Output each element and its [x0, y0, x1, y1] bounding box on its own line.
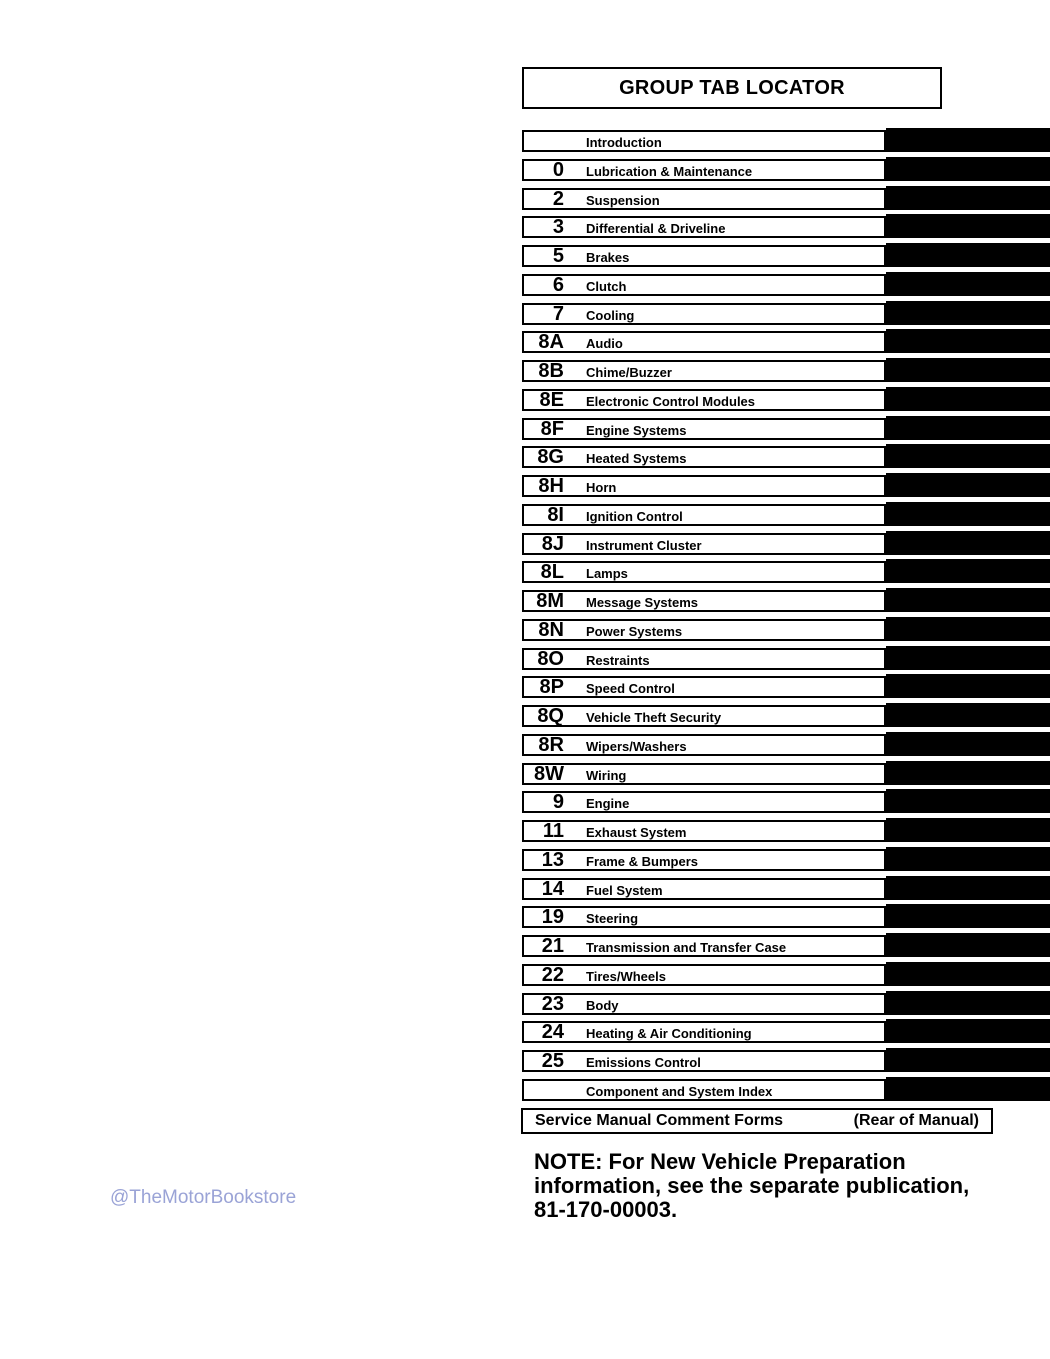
tab-label: Wipers/Washers — [586, 738, 687, 754]
tab-number — [526, 1078, 564, 1102]
tab-cell — [522, 130, 886, 152]
tab-marker-bar — [886, 1077, 1050, 1101]
tab-cell — [522, 389, 886, 411]
group-tab-locator-title: GROUP TAB LOCATOR — [522, 67, 942, 109]
tab-row[interactable] — [522, 130, 1050, 152]
tab-cell — [522, 159, 886, 181]
tab-cell — [522, 446, 886, 468]
tab-row[interactable] — [522, 303, 1050, 325]
tab-label: Heating & Air Conditioning — [586, 1026, 752, 1042]
tab-number: 8N — [538, 618, 564, 641]
tab-row[interactable] — [522, 619, 1050, 641]
tab-row[interactable] — [522, 734, 1050, 756]
tab-row[interactable] — [522, 475, 1050, 497]
tab-number: 8W — [534, 762, 564, 785]
tab-label: Tires/Wheels — [586, 968, 666, 984]
tab-number: 9 — [552, 791, 564, 814]
tab-marker-bar — [886, 962, 1050, 986]
tab-row[interactable] — [522, 791, 1050, 813]
tab-number: 5 — [552, 245, 564, 267]
tab-marker-bar — [886, 789, 1050, 813]
tab-cell — [522, 619, 886, 641]
tab-marker-bar — [886, 876, 1050, 900]
tab-row[interactable] — [522, 705, 1050, 727]
tab-row[interactable] — [522, 159, 1050, 181]
tab-marker-bar — [886, 703, 1050, 727]
tab-row[interactable] — [522, 964, 1050, 986]
tab-number: 21 — [541, 935, 564, 957]
tab-row[interactable] — [522, 389, 1050, 411]
tab-number: 8O — [537, 647, 564, 670]
tab-label: Differential & Driveline — [586, 221, 726, 237]
watermark: @TheMotorBookstore — [110, 1187, 297, 1208]
tab-row[interactable] — [522, 504, 1050, 526]
tab-cell — [522, 245, 886, 267]
tab-cell — [522, 705, 886, 727]
tab-row[interactable] — [522, 1079, 1050, 1101]
tab-marker-bar — [886, 904, 1050, 928]
tab-label: Power Systems — [586, 623, 683, 639]
tab-marker-bar — [886, 416, 1050, 440]
tab-number: 8F — [540, 417, 564, 440]
tab-row[interactable] — [522, 993, 1050, 1015]
tab-cell — [522, 360, 886, 382]
tab-cell — [522, 791, 886, 813]
tab-label: Introduction — [586, 135, 662, 150]
tab-number: 13 — [541, 848, 564, 871]
tab-row[interactable] — [522, 935, 1050, 957]
tab-cell — [522, 1050, 886, 1072]
tab-marker-bar — [886, 1048, 1050, 1072]
tab-label: Component and System Index — [586, 1083, 773, 1099]
tab-label: Engine Systems — [586, 422, 687, 438]
tab-number: 8A — [538, 331, 564, 354]
tab-number: 8R — [538, 733, 564, 756]
tab-marker-bar — [886, 444, 1050, 468]
tab-label: Clutch — [586, 278, 627, 294]
tab-cell — [522, 935, 886, 957]
tab-marker-bar — [886, 272, 1050, 296]
tab-cell — [522, 1079, 886, 1101]
tab-label: Transmission and Transfer Case — [586, 940, 787, 955]
tab-label: Message Systems — [586, 595, 699, 610]
tab-row[interactable] — [522, 331, 1050, 353]
tab-marker-bar — [886, 157, 1050, 181]
tab-number: 8B — [538, 360, 564, 382]
tab-label: Body — [586, 997, 619, 1013]
tab-label: Lamps — [586, 566, 628, 582]
tab-cell — [522, 188, 886, 210]
tab-row[interactable] — [522, 878, 1050, 900]
tab-cell — [522, 504, 886, 526]
tab-label: Brakes — [586, 250, 630, 265]
tab-cell — [522, 303, 886, 325]
tab-marker-bar — [886, 358, 1050, 382]
tab-label: Restraints — [586, 652, 650, 668]
tab-marker-bar — [886, 214, 1050, 238]
tab-number: 8H — [538, 475, 564, 497]
tab-row[interactable] — [522, 906, 1050, 928]
tab-row[interactable] — [522, 274, 1050, 296]
tab-row[interactable] — [522, 418, 1050, 440]
tab-cell — [522, 763, 886, 785]
tab-label: Emissions Control — [586, 1055, 701, 1070]
tab-row[interactable] — [522, 820, 1050, 842]
tab-row[interactable] — [522, 676, 1050, 698]
tab-marker-bar — [886, 933, 1050, 957]
tab-marker-bar — [886, 847, 1050, 871]
tab-cell — [522, 964, 886, 986]
tab-cell — [522, 418, 886, 440]
tab-cell — [522, 820, 886, 842]
tab-number: 2 — [552, 187, 564, 210]
tab-row[interactable] — [522, 849, 1050, 871]
tab-label: Wiring — [586, 767, 627, 783]
tab-number: 22 — [541, 963, 564, 986]
tab-cell — [522, 906, 886, 928]
tab-number: 8G — [537, 446, 564, 469]
tab-label: Engine — [586, 796, 630, 812]
tab-number — [526, 129, 564, 153]
tab-number: 8J — [541, 532, 564, 555]
tab-label: Exhaust System — [586, 825, 687, 840]
tab-row[interactable] — [522, 446, 1050, 468]
comment-forms-row[interactable] — [521, 1108, 993, 1134]
tab-cell — [522, 331, 886, 353]
tab-number: 8M — [536, 590, 564, 612]
tab-label: Heated Systems — [586, 451, 687, 467]
tab-row[interactable] — [522, 1050, 1050, 1072]
tab-row[interactable] — [522, 245, 1050, 267]
tab-label: Suspension — [586, 192, 660, 208]
comment-forms-label: Service Manual Comment Forms — [535, 1112, 784, 1129]
tab-row[interactable] — [522, 216, 1050, 238]
tab-row[interactable] — [522, 561, 1050, 583]
tab-cell — [522, 676, 886, 698]
tab-number: 19 — [541, 906, 564, 929]
tab-row[interactable] — [522, 533, 1050, 555]
tab-number: 8I — [547, 503, 564, 526]
tab-cell — [522, 648, 886, 670]
tab-label: Instrument Cluster — [586, 537, 702, 553]
tab-marker-bar — [886, 502, 1050, 526]
tab-marker-bar — [886, 186, 1050, 210]
tab-cell — [522, 274, 886, 296]
tab-label: Electronic Control Modules — [586, 393, 756, 409]
tab-marker-bar — [886, 818, 1050, 842]
tab-marker-bar — [886, 588, 1050, 612]
tab-marker-bar — [886, 387, 1050, 411]
tab-label: Steering — [586, 911, 639, 927]
tab-number: 14 — [541, 877, 564, 900]
tab-number: 24 — [541, 1021, 564, 1044]
tab-cell — [522, 1021, 886, 1043]
tab-cell — [522, 734, 886, 756]
tab-number: 0 — [552, 158, 564, 181]
tab-label: Horn — [586, 480, 617, 495]
tab-marker-bar — [886, 732, 1050, 756]
tab-row[interactable] — [522, 188, 1050, 210]
tab-label: Speed Control — [586, 681, 675, 697]
tab-number: 3 — [552, 216, 564, 239]
comment-forms-location: (Rear of Manual) — [853, 1112, 979, 1129]
tab-number: 23 — [541, 992, 564, 1015]
tab-cell — [522, 561, 886, 583]
tab-label: Cooling — [586, 307, 635, 323]
tab-cell — [522, 993, 886, 1015]
tab-number: 7 — [552, 302, 564, 325]
tab-row[interactable] — [522, 1021, 1050, 1043]
tab-number: 8P — [539, 676, 564, 699]
tab-marker-bar — [886, 991, 1050, 1015]
note-text: NOTE: For New Vehicle Preparation information, see the separate publication, 81-170-00003. — [534, 1149, 970, 1222]
tab-label: Audio — [586, 336, 623, 352]
tab-marker-bar — [886, 531, 1050, 555]
tab-marker-bar — [886, 1019, 1050, 1043]
tab-marker-bar — [886, 559, 1050, 583]
tab-row[interactable] — [522, 360, 1050, 382]
tab-marker-bar — [886, 617, 1050, 641]
tab-label: Vehicle Theft Security — [586, 710, 722, 725]
tab-number: 25 — [541, 1050, 564, 1072]
tab-label: Frame & Bumpers — [586, 853, 698, 869]
tab-marker-bar — [886, 761, 1050, 785]
tab-number: 6 — [552, 273, 564, 296]
tab-row[interactable] — [522, 648, 1050, 670]
tab-marker-bar — [886, 329, 1050, 353]
tab-cell — [522, 533, 886, 555]
tab-cell — [522, 849, 886, 871]
tab-label: Fuel System — [586, 882, 663, 898]
tab-number: 11 — [542, 820, 564, 842]
tab-marker-bar — [886, 674, 1050, 698]
tab-marker-bar — [886, 128, 1050, 152]
tab-label: Ignition Control — [586, 508, 683, 524]
tab-row[interactable] — [522, 590, 1050, 612]
tab-number: 8E — [539, 388, 564, 411]
tab-cell — [522, 475, 886, 497]
tab-label: Chime/Buzzer — [586, 365, 672, 380]
tab-marker-bar — [886, 646, 1050, 670]
tab-cell — [522, 216, 886, 238]
tab-marker-bar — [886, 473, 1050, 497]
tab-marker-bar — [886, 301, 1050, 325]
tab-cell — [522, 878, 886, 900]
tab-cell — [522, 590, 886, 612]
tab-number: 8Q — [537, 705, 564, 727]
tab-row[interactable] — [522, 763, 1050, 785]
tab-number: 8L — [540, 561, 564, 584]
tab-marker-bar — [886, 243, 1050, 267]
tab-label: Lubrication & Maintenance — [586, 163, 753, 179]
tab-list — [522, 130, 1050, 1108]
